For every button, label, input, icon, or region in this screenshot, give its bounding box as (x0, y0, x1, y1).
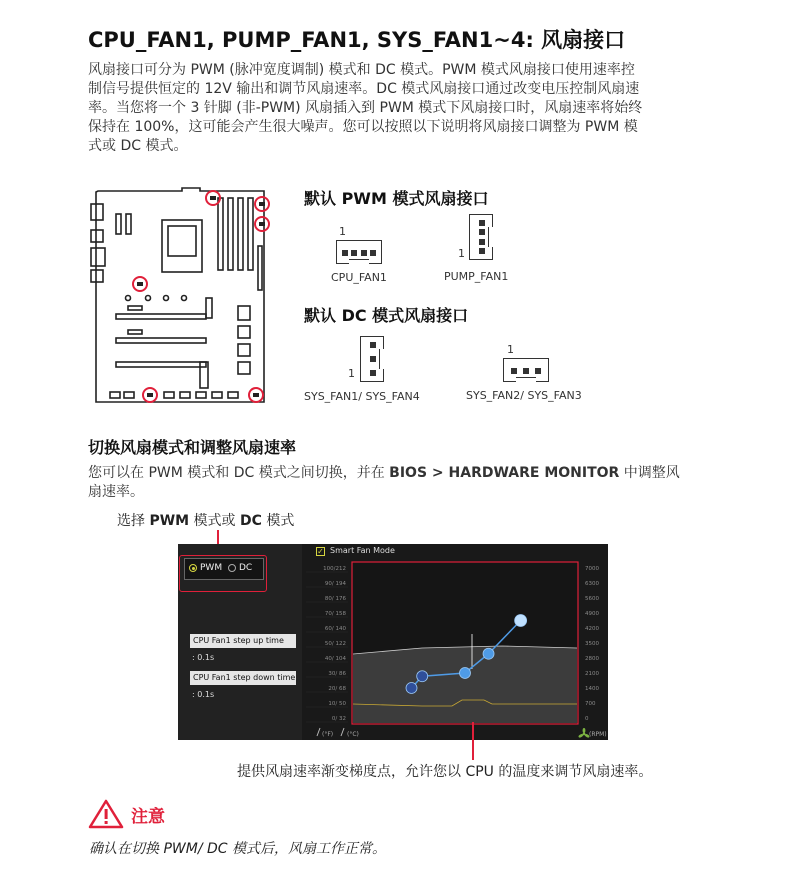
pin-one-mark: 1 (339, 225, 346, 238)
fan-curve-point[interactable] (460, 668, 471, 679)
rpm-tick-label: 7000 (585, 566, 599, 572)
fan-curve-point[interactable] (406, 683, 417, 694)
temp-axis-ticks (306, 566, 348, 722)
curve-callout-pointer (460, 722, 480, 762)
page-heading: CPU_FAN1, PUMP_FAN1, SYS_FAN1~4: 风扇接口 (88, 28, 626, 52)
temp-tick-label: 60/ 140 (324, 626, 346, 632)
sys-fan1-4-connector-icon (360, 336, 384, 382)
step-up-time-label[interactable]: CPU Fan1 step up time (190, 634, 296, 648)
motherboard-diagram (88, 186, 274, 408)
rpm-tick-label: 2800 (585, 656, 599, 662)
switch-text: 中调整风 (619, 465, 680, 481)
smart-fan-panel (302, 544, 608, 740)
callout-text: 模式 (261, 513, 295, 529)
caution-text: 确认在切换 PWM/ DC 模式后，风扇工作正常。 (89, 841, 386, 857)
fan-curve-chart[interactable] (302, 544, 608, 740)
switch-text: 扇速率。 (88, 484, 144, 500)
rpm-axis-ticks (585, 566, 599, 722)
step-up-time-value: : 0.1s (192, 653, 215, 662)
rpm-tick-label: 2100 (585, 671, 599, 677)
temp-tick-label: 70/ 158 (324, 611, 346, 617)
pin-one-mark: 1 (458, 247, 465, 260)
rpm-tick-label: 1400 (585, 686, 599, 692)
intro-line: 风扇接口可分为 PWM (脉冲宽度调制) 模式和 DC 模式。PWM 模式风扇接口使用速率控 (88, 62, 635, 78)
rpm-tick-label: 6300 (585, 581, 599, 587)
intro-line: 率。当您将一个 3 针脚 (非-PWM) 风扇插入到 PWM 模式下风扇接口时，风扇速率将始终 (88, 100, 643, 116)
intro-line: 制信号提供恒定的 12V 输出和调节风扇速率。DC 模式风扇接口通过改变电压控制风扇速 (88, 81, 640, 97)
unit-rpm: (RPM) (589, 731, 607, 738)
step-down-time-label[interactable]: CPU Fan1 step down time (190, 671, 296, 685)
dc-section-title: 默认 DC 模式风扇接口 (304, 306, 469, 325)
pin-one-mark: 1 (348, 367, 355, 380)
temp-tick-label: 20/ 68 (328, 686, 346, 692)
sys-fan2-3-connector-icon (503, 358, 549, 382)
pump-fan1-connector-icon (469, 214, 493, 260)
rpm-tick-label: 3500 (585, 641, 599, 647)
select-mode-callout (117, 510, 294, 530)
temp-tick-label: 40/ 104 (324, 656, 346, 662)
callout-pwm: PWM (149, 513, 190, 529)
unit-fahrenheit: (°F) (322, 731, 334, 738)
bios-path: BIOS > HARDWARE MONITOR (389, 465, 620, 481)
pin-one-mark: 1 (507, 343, 514, 356)
rpm-tick-label: 5600 (585, 596, 599, 602)
intro-line: 式或 DC 模式。 (88, 138, 188, 154)
smart-fan-checkbox[interactable]: ✓ (317, 547, 324, 556)
rpm-tick-label: 0 (585, 716, 589, 722)
rpm-tick-label: 4900 (585, 611, 599, 617)
temp-tick-label: 90/ 194 (324, 581, 346, 587)
pump-fan1-label: PUMP_FAN1 (444, 270, 509, 283)
dc-option-label: DC (239, 563, 253, 573)
switch-text: 您可以在 PWM 模式和 DC 模式之间切换，并在 (88, 465, 390, 481)
temp-tick-label: 0/ 32 (331, 716, 346, 722)
pwm-section-title: 默认 PWM 模式风扇接口 (304, 189, 489, 208)
rpm-tick-label: 4200 (585, 626, 599, 632)
step-down-time-value: : 0.1s (192, 690, 215, 699)
temp-tick-label: 100/212 (323, 566, 346, 572)
curve-callout: 提供风扇速率渐变梯度点，允许您以 CPU 的温度来调节风扇速率。 (237, 764, 653, 780)
fan-curve-point[interactable] (417, 671, 428, 682)
caution-title: 注意 (131, 807, 165, 827)
callout-text: 模式或 (189, 513, 240, 529)
cpu-fan1-label: CPU_FAN1 (331, 271, 387, 284)
unit-celsius: (°C) (347, 731, 359, 738)
intro-line: 保持在 100%，这可能会产生很大噪声。您可以按照以下说明将风扇接口调整为 PWM 模 (88, 119, 638, 135)
switch-section-title: 切换风扇模式和调整风扇速率 (88, 438, 297, 457)
rpm-history-fill (353, 646, 577, 723)
sys-fan1-4-label: SYS_FAN1/ SYS_FAN4 (304, 390, 420, 403)
temp-tick-label: 10/ 50 (328, 701, 346, 707)
callout-text: 选择 (117, 513, 150, 529)
fan-curve-point[interactable] (515, 615, 527, 627)
intro-paragraph (88, 61, 718, 156)
temp-tick-label: 30/ 86 (328, 671, 346, 677)
warning-triangle-icon (88, 799, 126, 829)
cpu-fan1-connector-icon (336, 240, 382, 264)
smart-fan-label: Smart Fan Mode (330, 546, 395, 555)
mode-selector-highlight (179, 555, 267, 592)
callout-dc: DC (240, 513, 262, 529)
temp-tick-label: 80/ 176 (324, 596, 346, 602)
fan-curve-point[interactable] (483, 648, 494, 659)
temp-tick-label: 50/ 122 (324, 641, 346, 647)
rpm-tick-label: 700 (585, 701, 596, 707)
pwm-option-label: PWM (200, 563, 223, 573)
sys-fan2-3-label: SYS_FAN2/ SYS_FAN3 (466, 389, 582, 402)
switch-paragraph (88, 464, 718, 502)
